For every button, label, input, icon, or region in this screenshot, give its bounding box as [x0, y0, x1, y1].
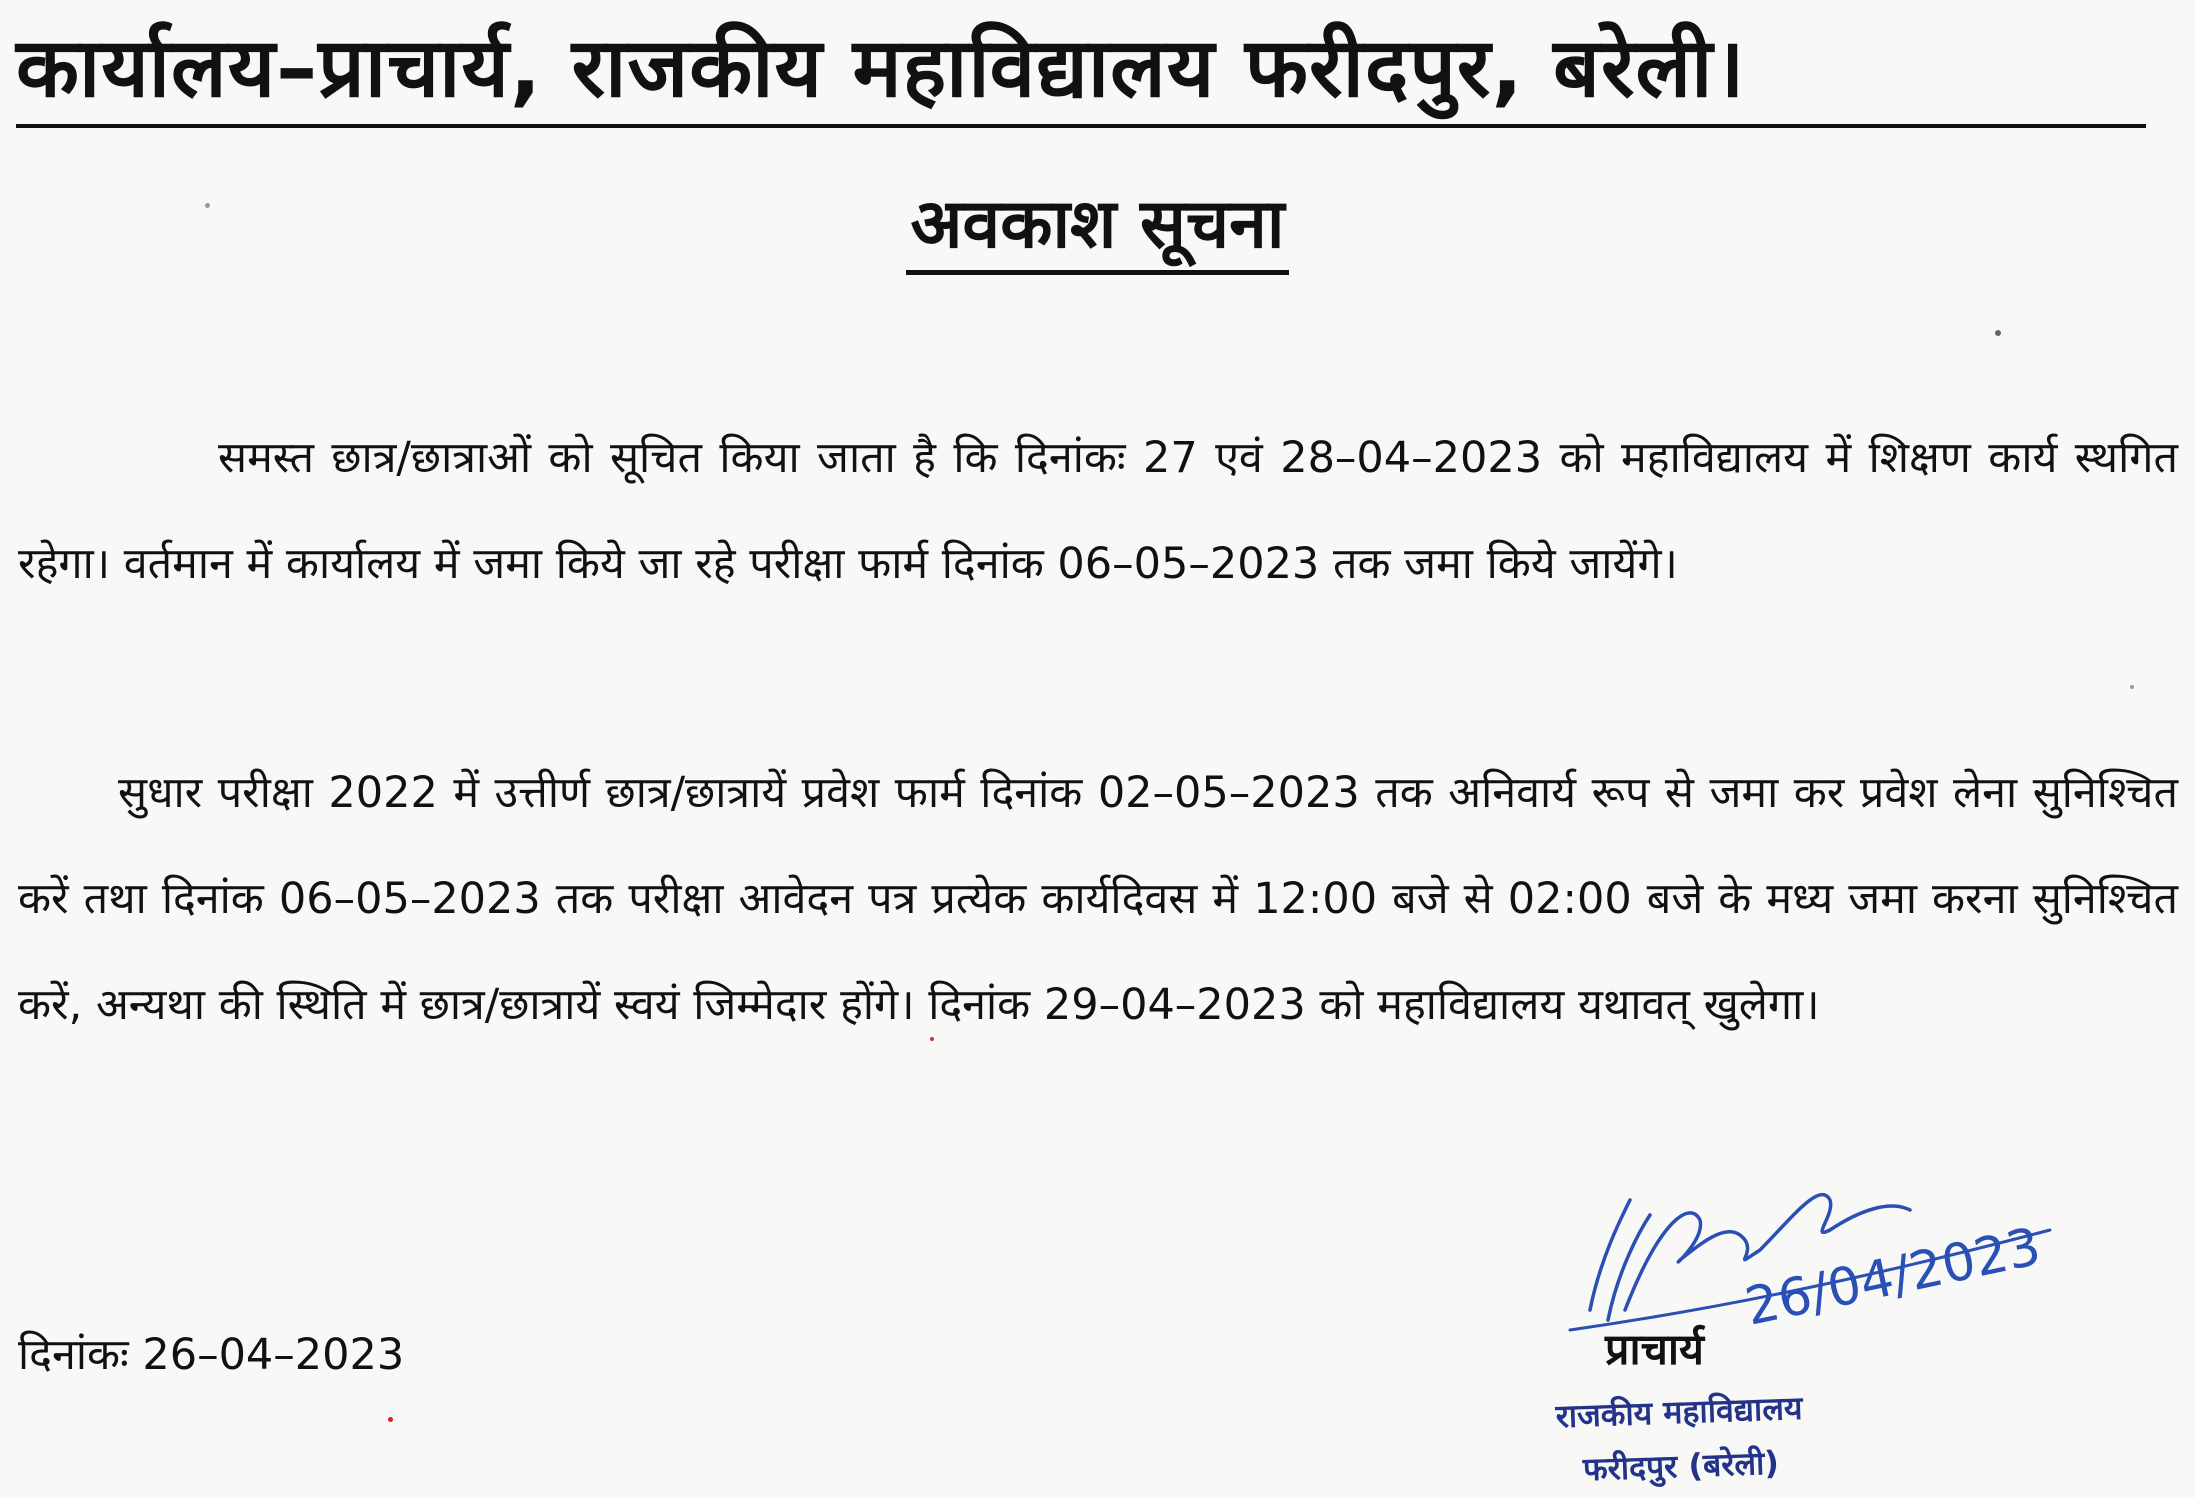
notice-heading: [0, 180, 2195, 275]
notice-paragraph-2: सुधार परीक्षा 2022 में उत्तीर्ण छात्र/छात्रायें प्रवेश फार्म दिनांक 02–05–2023 तक अनिवार्य रूप से जमा कर प्रवेश लेना सुनिश्चित करें तथा दिनांक 06–05–2023 तक परीक्षा आवेदन पत्र प्रत्येक कार्यदिवस में 12:00 बजे से 02:00 बजे के मध्य जमा करना सुनिश्चित करें, अन्यथा की स्थिति में छात्र/छात्रायें स्वयं जिम्मेदार होंगे। दिनांक 29–04–2023 को महाविद्यालय यथावत् खुलेगा।: [18, 768, 2178, 1030]
principal-signature: [1530, 1160, 2090, 1370]
office-header-title: कार्यालय–प्राचार्य, राजकीय महाविद्यालय फरीदपुर, बरेली।: [16, 14, 2146, 128]
college-seal: [1458, 1377, 1902, 1498]
seal-line-2: फरीदपुर (बरेली): [1582, 1443, 1780, 1489]
paper-speck: [205, 203, 210, 208]
notice-heading-text: अवकाश सूचना: [906, 180, 1288, 275]
paper-speck: [930, 1037, 934, 1041]
paper-speck: [388, 1417, 393, 1422]
issue-date: दिनांकः 26–04–2023: [18, 1330, 405, 1380]
signature-date-text: 26/04/2023: [1740, 1216, 2046, 1338]
principal-designation: प्राचार्य: [1605, 1325, 1704, 1375]
paper-speck: [2130, 685, 2134, 689]
paper-speck: [1995, 330, 2001, 336]
notice-paragraph-1: समस्त छात्र/छात्राओं को सूचित किया जाता है कि दिनांकः 27 एवं 28–04–2023 को महाविद्यालय में शिक्षण कार्य स्थगित रहेगा। वर्तमान में कार्यालय में जमा किये जा रहे परीक्षा फार्म दिनांक 06–05–2023 तक जमा किये जायेंगे।: [18, 433, 2178, 589]
seal-line-1: राजकीय महाविद्यालय: [1555, 1388, 1804, 1436]
